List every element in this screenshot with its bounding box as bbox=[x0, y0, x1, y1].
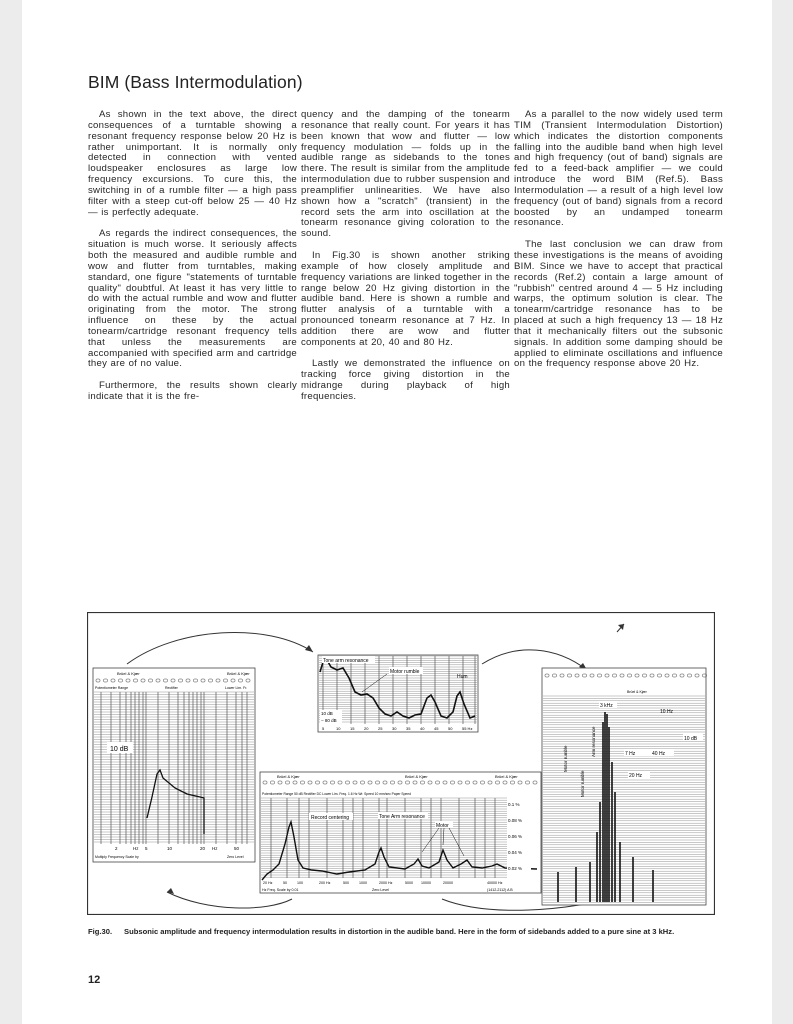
motor-label: Motor bbox=[436, 823, 449, 829]
page-number: 12 bbox=[88, 974, 101, 986]
percent-label: 0.08 % bbox=[508, 818, 523, 823]
tick-label: 20 bbox=[364, 726, 369, 731]
text-column-2 bbox=[301, 110, 510, 414]
scale-label: − 80 dB bbox=[321, 718, 337, 723]
tick-label: 50 bbox=[448, 726, 453, 731]
percent-label: 0.06 % bbox=[508, 834, 523, 839]
tick-label: 50 bbox=[283, 881, 287, 885]
tick-label: 25 bbox=[378, 726, 383, 731]
svg-text:Hz Freq. Scale by 0.01: Hz Freq. Scale by 0.01 bbox=[262, 888, 299, 892]
svg-text:20: 20 bbox=[200, 846, 206, 851]
scale-label: 10 dB bbox=[110, 746, 129, 753]
paragraph: Lastly we demonstrated the influence on tracking force giving distortion in the midrange during playback of high frequencies. bbox=[301, 358, 510, 402]
footer-label: Zero Level bbox=[227, 855, 244, 859]
tick-label: 15 bbox=[350, 726, 355, 731]
tick-label: 45 bbox=[434, 726, 439, 731]
range-label: Potentiometer Range 50 dB Rectifier DC Lower Lim. Freq. 1.6 Hz Wr. Speed 10 mm/sec Paper Speed bbox=[262, 792, 411, 796]
svg-text:Hz: Hz bbox=[212, 846, 218, 851]
svg-text:50: 50 bbox=[234, 846, 240, 851]
svg-text:Brüel & Kjær: Brüel & Kjær bbox=[627, 690, 647, 694]
tick-label: 500 bbox=[343, 881, 349, 885]
svg-text:Brüel & Kjær: Brüel & Kjær bbox=[405, 774, 428, 779]
percent-label: 0.04 % bbox=[508, 850, 523, 855]
paragraph: As shown in the text above, the direct consequences of a turntable showing a resonant frequency response below 20 Hz is rather unimportant. It is normally only detected in connection with vented loudspeaker enclosures as large low frequency excursions. To cure this, the switching in of a rumble filter — a high pass filter with a steep cut-off below 25 — 40 Hz — is perfectly adequate. bbox=[88, 109, 297, 218]
tick-label: 200 Hz bbox=[319, 881, 331, 885]
percent-label: 0.02 % bbox=[508, 866, 523, 871]
figure-illustration bbox=[87, 612, 715, 915]
tick-label: 10000 bbox=[421, 881, 431, 885]
tick-label: 1000 bbox=[359, 881, 367, 885]
3khz-label: 3 kHz bbox=[600, 703, 613, 709]
svg-text:2: 2 bbox=[115, 846, 118, 851]
svg-text:Brüel & Kjær: Brüel & Kjær bbox=[277, 774, 300, 779]
range-label: Potentiometer Range bbox=[95, 686, 129, 690]
brand-label: Brüel & Kjær bbox=[227, 671, 250, 676]
tick-label: 2000 Hz bbox=[379, 881, 393, 885]
40hz-label: 40 Hz bbox=[652, 751, 666, 757]
paragraph: In Fig.30 is shown another striking example of how closely amplitude and frequency variations are linked together in the range below 20 Hz giving distortion in the audible band. Here is shown a rumble and flutter analysis of a turntable with a pronounced tonearm resonance at 7 Hz. In addition there are wow and flutter components at 20, 40 and 80 Hz. bbox=[301, 249, 510, 348]
tick-label: 30 bbox=[392, 726, 397, 731]
paragraph: quency and the damping of the tonearm resonance that really count. For years it has been known that wow and flutter — low frequency modulation — folds up in the audible range as sidebands to the tones there. The result is similar from the amplitude intermodulation due to rubber suspension and preamplifier unlinearities. We have also shown how a "scratch" (transient) in the record sets the arm into oscillation at the tonearm resonance giving coloration to the sound. bbox=[301, 109, 510, 240]
tick-label: 20 Hz bbox=[263, 881, 273, 885]
left-chart-panel bbox=[93, 668, 255, 862]
20hz-label: 20 Hz bbox=[629, 773, 643, 779]
figure-caption bbox=[88, 927, 718, 937]
top-chart-panel bbox=[318, 655, 478, 732]
percent-label: 0.1 % bbox=[508, 802, 520, 807]
tone-arm-label: Tone Arm resonance bbox=[379, 814, 425, 820]
footer-label: Multiply Frequency Scale by bbox=[95, 855, 139, 859]
tick-label: 40 bbox=[420, 726, 425, 731]
text-column-1 bbox=[88, 110, 297, 414]
tick-label: 100 bbox=[297, 881, 303, 885]
paragraph: As a parallel to the now widely used term TIM (Transient Intermodulation Distortion) which indicates the distortion components falling into the audible band when high level and high frequency (out of band) signals are fed to a feed-back amplifier — we could introduce the word BIM (Ref.5). Bass Intermodulation — a result of a high level low frequency (out of band) signals from a record boosted by an undamped tonearm resonance. bbox=[514, 109, 723, 229]
tick-label: 55 Hz bbox=[462, 726, 473, 731]
caption-label: Fig.30. bbox=[88, 927, 113, 936]
bottom-chart-panel bbox=[260, 772, 541, 893]
caption-text: Subsonic amplitude and frequency intermodulation results in distortion in the audible band. Here in the form of sidebands added to a pure sine at 3 kHz. bbox=[124, 927, 675, 936]
tick-label: 40000 Hz bbox=[487, 881, 503, 885]
svg-text:Zero Level: Zero Level bbox=[372, 888, 389, 892]
svg-text:10: 10 bbox=[167, 846, 173, 851]
7hz-label: 7 Hz bbox=[625, 751, 636, 757]
svg-text:Brüel & Kjær: Brüel & Kjær bbox=[495, 774, 518, 779]
svg-text:5: 5 bbox=[145, 846, 148, 851]
figure-30 bbox=[87, 612, 715, 915]
motor-rumble-label: Motor rumble bbox=[390, 669, 420, 675]
lower-lim-label: Lower Lim. Fr. bbox=[225, 686, 248, 690]
svg-text:(1412-2112) A B: (1412-2112) A B bbox=[487, 888, 513, 892]
paragraph: As regards the indirect consequences, the situation is much worse. It seriously affects both the measured and audible rumble and wow and flutter from turntables, making standard, one figure "statements of turntable quality" doubtful. At least it has very little to do with the actual rumble and wow and flutter originating from the motor. The strong influence on these by the actual tonearm/cartridge resonant frequency tells that unless the measurements are accompanied with specified arm and cartridge they are of no value. bbox=[88, 228, 297, 370]
text-column-3 bbox=[514, 110, 723, 381]
tick-label: 35 bbox=[406, 726, 411, 731]
hum-label: Hum bbox=[457, 674, 468, 680]
brand-label: Brüel & Kjær bbox=[117, 671, 140, 676]
tick-label: 5000 bbox=[405, 881, 413, 885]
rectifier-label: Rectifier bbox=[165, 686, 178, 690]
arm-resonance-label: Arm resonance bbox=[591, 726, 596, 757]
tick-label: 10 bbox=[336, 726, 341, 731]
tick-label: 5 bbox=[322, 726, 325, 731]
paragraph: The last conclusion we can draw from these investigations is the means of avoiding BIM. Since we have to accept that practical records (Ref.2) contain a large amount of "rubbish" centred around 4 — 5 Hz including warps, the optimum solution is clear. The tonearm/cartridge resonance has to be placed at such a high frequency 13 — 18 Hz that it mechanically filters out the subsonic signals. In addition some damping should be applied to eliminate oscillations and influence on the frequency response above 20 Hz. bbox=[514, 239, 723, 370]
tick-label: 20000 bbox=[443, 881, 453, 885]
page-title: BIM (Bass Intermodulation) bbox=[88, 72, 303, 92]
10db-label: 10 dB bbox=[684, 736, 698, 742]
scale-label: 10 dB bbox=[321, 711, 333, 716]
tone-arm-label: Tone arm resonance bbox=[323, 658, 369, 664]
motor-rumble-label: Motor rumble bbox=[580, 770, 585, 797]
svg-text:Hz: Hz bbox=[133, 846, 139, 851]
motor-rumble-label: Motor rumble bbox=[563, 745, 568, 772]
10hz-label: 10 Hz bbox=[660, 709, 674, 715]
paragraph: Furthermore, the results shown clearly indicate that it is the fre- bbox=[88, 380, 297, 402]
record-centering-label: Record centering bbox=[311, 815, 350, 821]
right-chart-panel bbox=[542, 668, 707, 905]
